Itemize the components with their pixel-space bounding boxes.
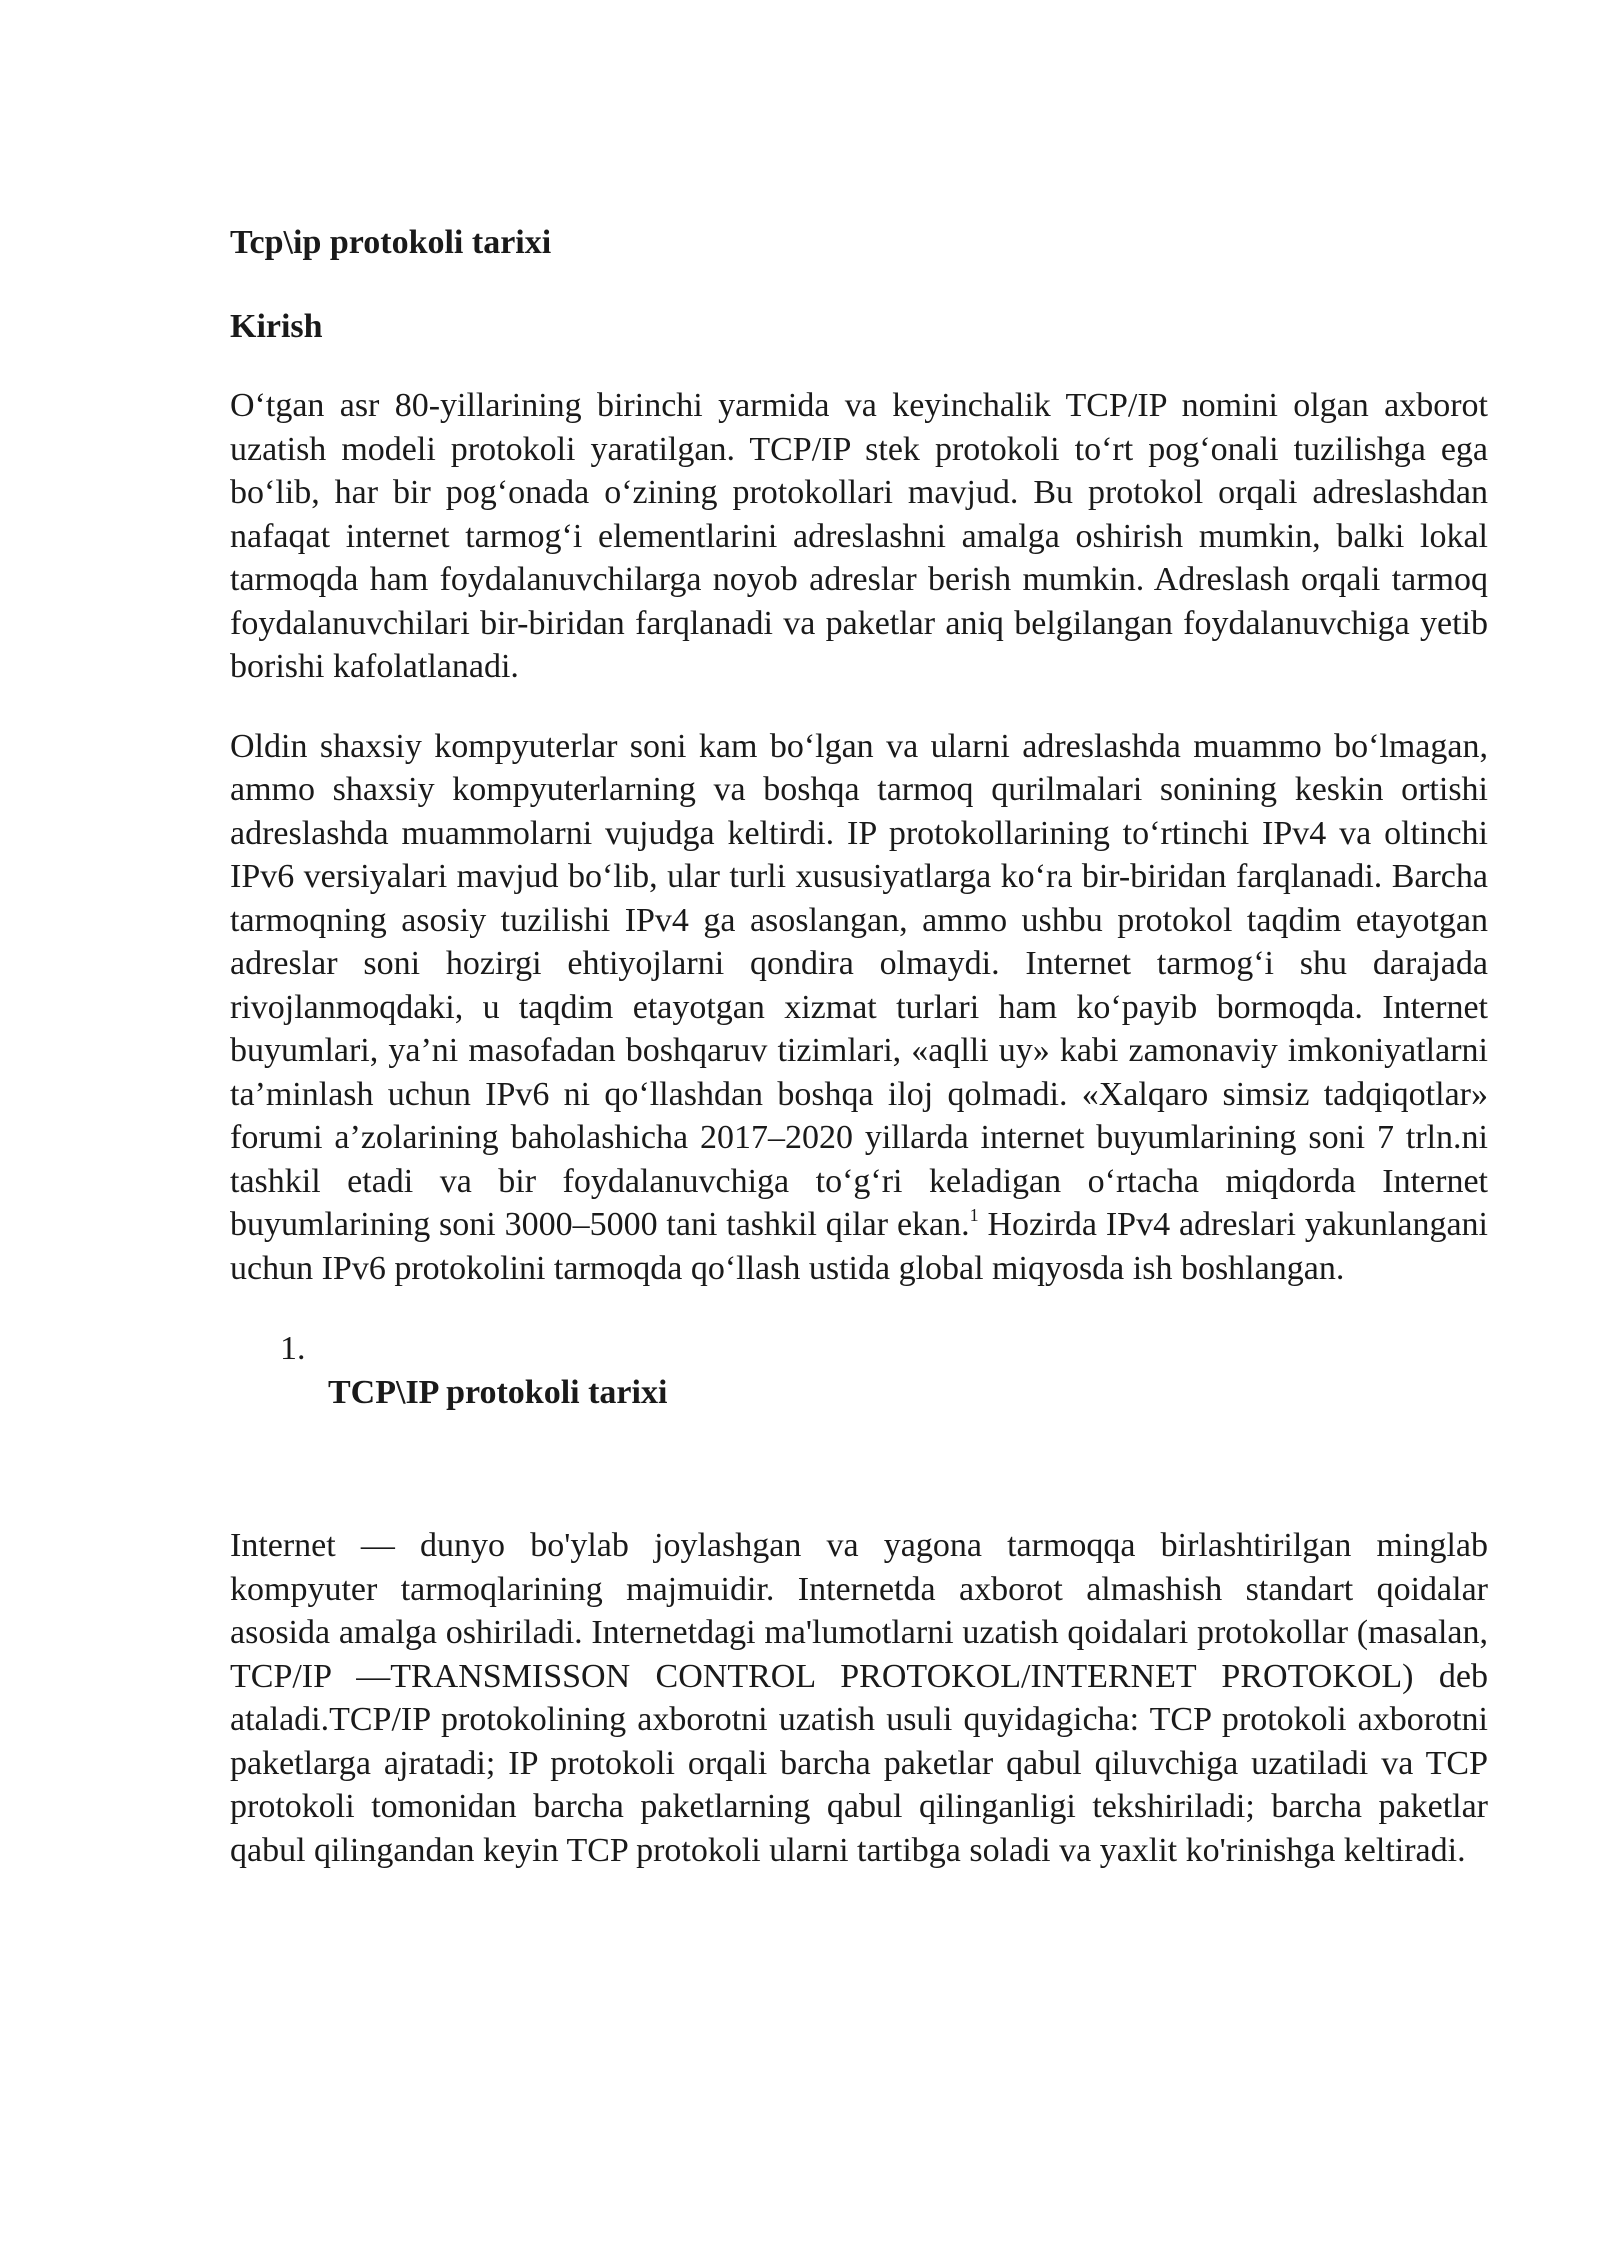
document-title: Tcp\ip protokoli tarixi xyxy=(230,224,552,261)
paragraph-3: Internet — dunyo bo'ylab joylashgan va yagona tarmoqqa birlashtirilgan minglab kompyuter tarmoqlarining majmuidir. Internetda axborot almashish standart qoidalar asosida amalga oshiriladi. Internetdagi ma'lumotlarni uzatish qoidalari protokollar (masalan, TCP/IP —TRANSMISSON CONTROL PROTOKOL/INTERNET PROTOKOL) deb ataladi.TCP/IP protokolining axborotni uzatish usuli quyidagicha: TCP protokoli axborotni paketlarga ajratadi; IP protokoli orqali barcha paketlar qabul qiluvchiga uzatiladi va TCP protokoli tomonidan barcha paketlarning qabul qilinganligi tekshiriladi; barcha paketlar qabul qilingandan keyin TCP protokoli ularni tartibga soladi va yaxlit ko'rinishga keltiradi. xyxy=(230,1527,1488,1869)
paragraph-1: O‘tgan asr 80-yillarining birinchi yarmida va keyinchalik TCP/IP nomini olgan axborot uzatish modeli protokoli yaratilgan. TCP/IP stek protokoli to‘rt pog‘onali tuzilishga ega bo‘lib, har bir pog‘onada o‘zining protokollari mavjud. Bu protokol orqali adreslashdan nafaqat internet tarmog‘i elementlarini adreslashni amalga oshirish mumkin, balki lokal tarmoqda ham foydalanuvchilarga noyob adreslar berish mumkin. Adreslash orqali tarmoq foydalanuvchilari bir-biridan farqlanadi va paketlar aniq belgilangan foydalanuvchiga yetib borishi kafolatlanadi. xyxy=(230,387,1488,685)
intro-heading: Kirish xyxy=(230,308,323,345)
document-page xyxy=(230,222,1488,1908)
paragraph-2 xyxy=(230,725,1488,1291)
paragraph-2-main: Oldin shaxsiy kompyuterlar soni kam bo‘lgan va ularni adreslashda muammo bo‘lmagan, ammo shaxsiy kompyuterlarning va boshqa tarmoq qurilmalari sonining keskin ortishi adreslashda muammolarni vujudga keltirdi. IP protokollarining to‘rtinchi IPv4 va oltinchi IPv6 versiyalari mavjud bo‘lib, ular turli xususiyatlarga ko‘ra bir-biridan farqlanadi. Barcha tarmoqning asosiy tuzilishi IPv4 ga asoslangan, ammo ushbu protokol taqdim etayotgan adreslar soni hozirgi ehtiyojlarni qondira olmaydi. Internet tarmog‘i shu darajada rivojlanmoqdaki, u taqdim etayotgan xizmat turlari ham ko‘payib bormoqda. Internet buyumlari, ya’ni masofadan boshqaruv tizimlari, «aqlli uy» kabi zamonaviy imkoniyatlarni ta’minlash uchun IPv6 ni qo‘llashdan boshqa iloj qolmadi. «Xalqaro simsiz tadqiqotlar» forumi a’zolarining baholashicha 2017–2020 yillarda internet buyumlarining soni 7 trln.ni tashkil etadi va bir foydalanuvchiga to‘g‘ri keladigan o‘rtacha miqdorda Internet buyumlarining soni 3000–5000 tani tashkil qilar ekan. xyxy=(230,727,1488,1243)
paragraph-2-continuation: Hozirda IPv4 adreslari yakunlangani uchun IPv6 protokolini tarmoqda qo‘llash ustida global miqyosda ish boshlangan. xyxy=(230,1206,1489,1287)
footnote-reference[interactable]: 1 xyxy=(969,1205,979,1225)
list-number: 1. xyxy=(280,1330,306,1367)
numbered-section xyxy=(230,1328,1488,1414)
section-heading: TCP\IP protokoli tarixi xyxy=(328,1374,668,1411)
